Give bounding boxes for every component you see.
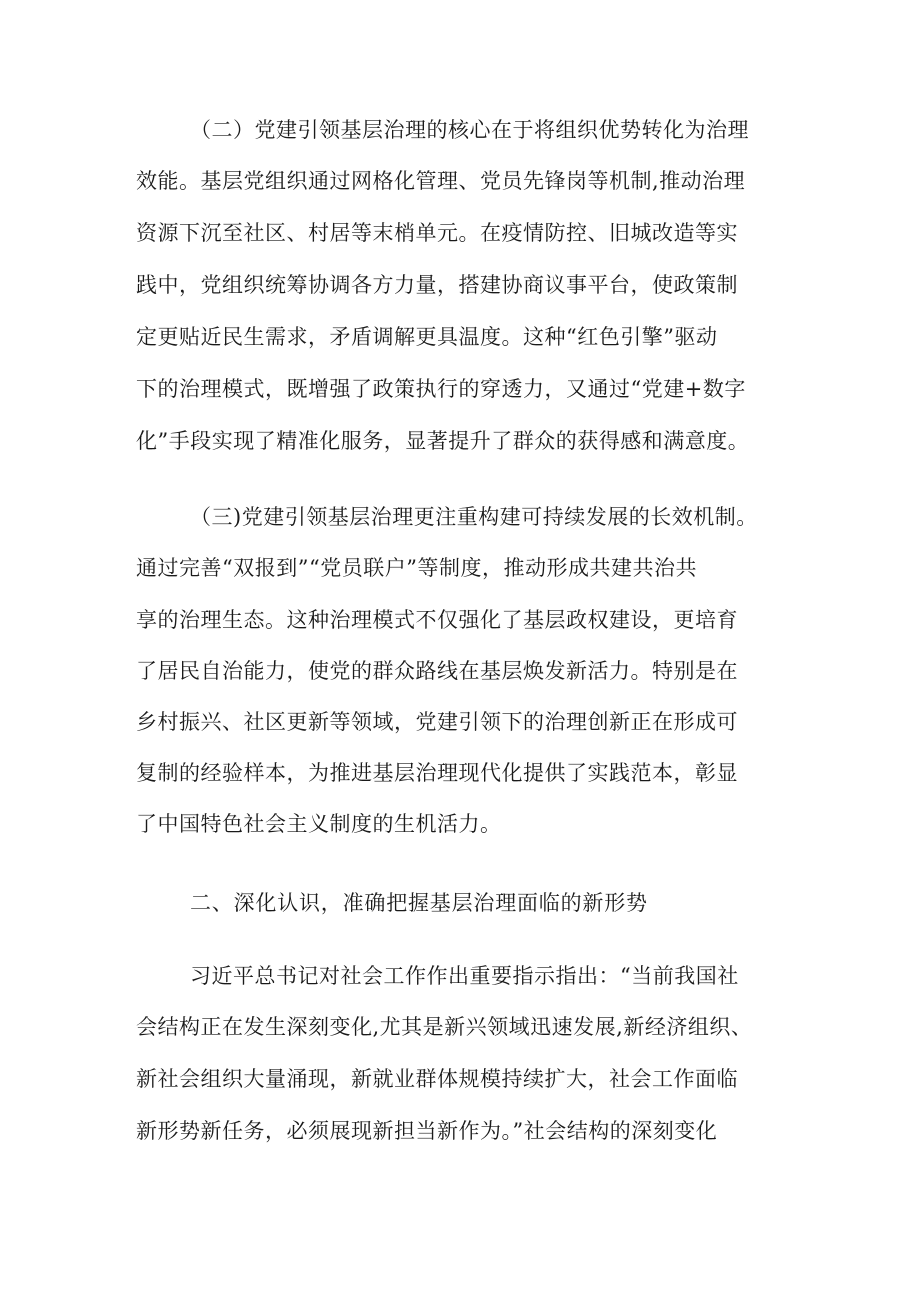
text-line: 化”手段实现了精准化服务，显著提升了群众的获得感和满意度。 xyxy=(136,429,750,453)
text-line: （三)党建引领基层治理更注重构建可持续发展的长效机制。 xyxy=(190,505,758,529)
text-line: 了中国特色社会主义制度的生机活力。 xyxy=(136,812,502,836)
text-line: 下的治理模式，既增强了政策执行的穿透力，又通过“党建+数字 xyxy=(136,377,746,401)
text-line: 新形势新任务，必须展现新担当新作为。”社会结构的深刻变化 xyxy=(136,1119,718,1143)
text-line: 乡村振兴、社区更新等领域，党建引领下的治理创新正在形成可 xyxy=(136,710,738,734)
text-line: 资源下沉至社区、村居等末梢单元。在疫情防控、旧城改造等实 xyxy=(136,221,738,245)
text-line: （二）党建引领基层治理的核心在于将组织优势转化为治理 xyxy=(190,118,749,142)
text-line: 复制的经验样本，为推进基层治理现代化提供了实践范本，彰显 xyxy=(136,761,738,785)
text-line: 享的治理生态。这种治理模式不仅强化了基层政权建设，更培育 xyxy=(136,608,738,632)
text-line: 践中，党组织统筹协调各方力量，搭建协商议事平台，使政策制 xyxy=(136,273,738,297)
heading-text: 二、深化认识，准确把握基层治理面临的新形势 xyxy=(190,891,648,915)
text-line: 新社会组织大量涌现，新就业群体规模持续扩大，社会工作面临 xyxy=(136,1067,738,1091)
text-line: 通过完善“双报到”“党员联户”等制度，推动形成共建共治共 xyxy=(136,556,697,580)
text-line: 习近平总书记对社会工作作出重要指示指出：“当前我国社 xyxy=(190,964,739,988)
text-line: 会结构正在发生深刻变化,尤其是新兴领域迅速发展,新经济组织、 xyxy=(136,1015,753,1039)
text-line: 了居民自治能力，使党的群众路线在基层焕发新活力。特别是在 xyxy=(136,659,738,683)
text-line: 定更贴近民生需求，矛盾调解更具温度。这种“红色引擎”驱动 xyxy=(136,325,718,349)
text-line: 效能。基层党组织通过网格化管理、党员先锋岗等机制,推动治理 xyxy=(136,169,746,193)
